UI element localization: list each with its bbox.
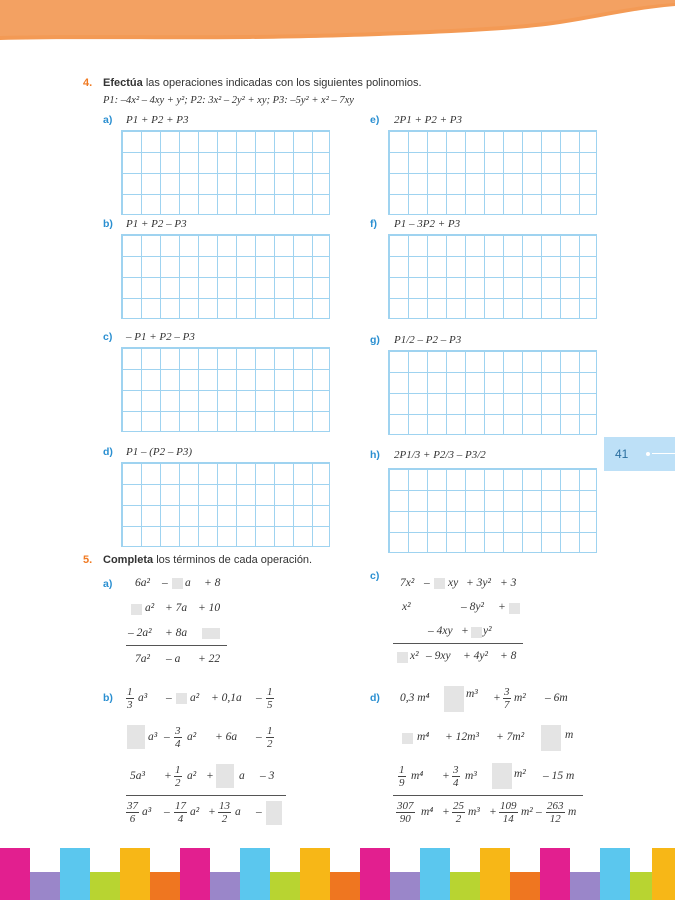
item-g-expression: P1/2 – P2 – P3 xyxy=(394,334,462,346)
exercise-4-instruction xyxy=(103,77,422,89)
item-f-expression: P1 – 3P2 + P3 xyxy=(394,218,461,230)
answer-grid-g[interactable] xyxy=(388,350,597,435)
exercise-5-verb: Completa xyxy=(103,554,154,566)
item-h-expression: 2P1/3 + P2/3 – P3/2 xyxy=(394,449,486,461)
page-number: 41 xyxy=(615,447,629,461)
polynomials-definition: P1: –4x² – 4xy + y²; P2: 3x² – 2y² + xy; P3: –5y² + x² – 7xy xyxy=(103,95,354,106)
item-h-label: h) xyxy=(370,449,380,461)
exercise-5-number: 5. xyxy=(83,554,93,566)
answer-grid-b[interactable] xyxy=(121,234,330,319)
answer-grid-f[interactable] xyxy=(388,234,597,319)
item-a-expression: P1 + P2 + P3 xyxy=(126,114,189,126)
page-tab-line xyxy=(652,453,675,454)
ex5-a-label: a) xyxy=(103,578,113,590)
item-e-label: e) xyxy=(370,114,380,126)
exercise-4-verb: Efectúa xyxy=(103,77,143,89)
item-d-expression: P1 – (P2 – P3) xyxy=(126,446,192,458)
page-tab-dot xyxy=(646,452,650,456)
blank-box[interactable] xyxy=(127,725,145,749)
ex5-c-label: c) xyxy=(370,570,380,582)
blank-box[interactable] xyxy=(541,725,561,751)
item-b-label: b) xyxy=(103,218,113,230)
item-d-label: d) xyxy=(103,446,113,458)
blank-box[interactable] xyxy=(172,578,183,589)
blank-box[interactable] xyxy=(131,604,142,615)
blank-box[interactable] xyxy=(434,578,445,589)
blank-box[interactable] xyxy=(444,686,464,712)
footer-stripes xyxy=(0,848,675,900)
item-b-expression: P1 + P2 – P3 xyxy=(126,218,187,230)
blank-box[interactable] xyxy=(471,627,482,638)
item-g-label: g) xyxy=(370,334,380,346)
ex5-b-label: b) xyxy=(103,692,113,704)
answer-grid-d[interactable] xyxy=(121,462,330,547)
item-c-expression: – P1 + P2 – P3 xyxy=(126,331,195,343)
header-banner xyxy=(0,0,675,50)
answer-grid-a[interactable] xyxy=(121,130,330,215)
answer-grid-e[interactable] xyxy=(388,130,597,215)
ex5-d-label: d) xyxy=(370,692,380,704)
exercise-4-rest: las operaciones indicadas con los siguientes polinomios. xyxy=(145,77,422,89)
item-a-label: a) xyxy=(103,114,113,126)
blank-box[interactable] xyxy=(402,733,413,744)
exercise-4-number: 4. xyxy=(83,77,93,89)
exercise-5-rest: los términos de cada operación. xyxy=(156,554,313,566)
blank-box[interactable] xyxy=(266,801,282,825)
item-e-expression: 2P1 + P2 + P3 xyxy=(394,114,463,126)
blank-box[interactable] xyxy=(176,693,187,704)
answer-grid-h[interactable] xyxy=(388,468,597,553)
item-f-label: f) xyxy=(370,218,377,230)
blank-box[interactable] xyxy=(492,763,512,789)
blank-box[interactable] xyxy=(216,764,234,788)
blank-box[interactable] xyxy=(202,628,220,639)
item-c-label: c) xyxy=(103,331,113,343)
blank-box[interactable] xyxy=(509,603,520,614)
exercise-5-instruction xyxy=(103,554,312,566)
blank-box[interactable] xyxy=(397,652,408,663)
answer-grid-c[interactable] xyxy=(121,347,330,432)
